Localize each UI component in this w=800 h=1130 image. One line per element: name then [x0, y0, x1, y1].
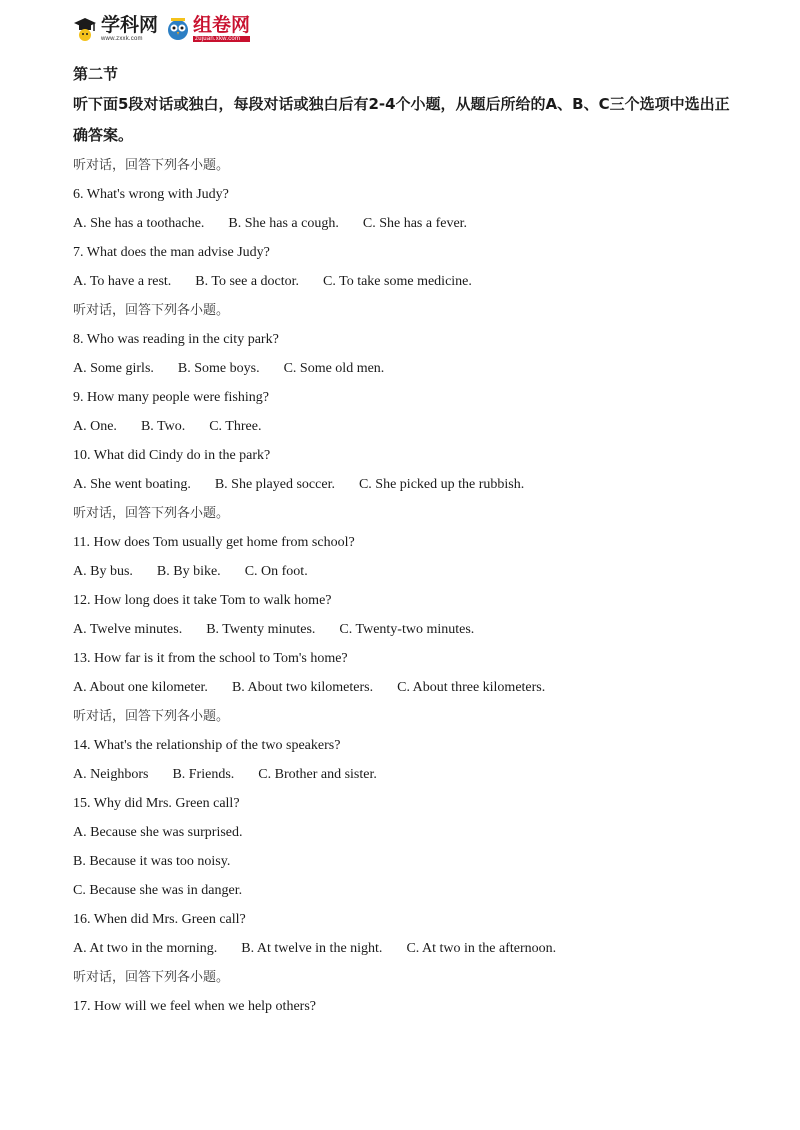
answer-option: B. She played soccer. — [214, 477, 335, 492]
listening-instruction: 听对话，回答下列各小题。 — [73, 709, 230, 724]
question-text: 9. How many people were fishing? — [73, 390, 269, 405]
question-text: 13. How far is it from the school to Tom's home? — [73, 651, 348, 666]
zujuan-logo-url: zujuan.xkw.com — [193, 36, 250, 42]
answer-option: C. On foot. — [244, 564, 308, 579]
question-text: 6. What's wrong with Judy? — [73, 187, 229, 202]
zujuan-logo-name: 组卷网 — [193, 14, 251, 36]
answer-options — [73, 412, 733, 441]
answer-option: A. She has a toothache. — [73, 216, 205, 231]
section-instruction: 听下面5段对话或独白，每段对话或独白后有2-4个小题，从题后所给的A、B、C三个选项中选出正确答案。 — [73, 95, 730, 144]
answer-option: A. At two in the morning. — [73, 941, 218, 956]
header-logos — [72, 12, 250, 46]
answer-option: C. Some old men. — [283, 361, 385, 376]
answer-option: A. To have a rest. — [73, 274, 172, 289]
answer-options — [73, 934, 733, 963]
graduation-cap-icon — [72, 15, 98, 43]
listening-instruction: 听对话，回答下列各小题。 — [73, 970, 230, 985]
owl-mascot-icon — [166, 15, 190, 43]
answer-options — [73, 354, 733, 383]
question-text: 17. How will we feel when we help others? — [73, 999, 316, 1014]
answer-option: B. Two. — [140, 419, 186, 434]
answer-options — [73, 470, 733, 499]
question-text: 15. Why did Mrs. Green call? — [73, 796, 240, 811]
xueke-logo — [72, 15, 158, 43]
answer-option: B. Some boys. — [177, 361, 260, 376]
question-list — [73, 151, 733, 1021]
answer-option: C. To take some medicine. — [323, 274, 472, 289]
listening-instruction: 听对话，回答下列各小题。 — [73, 158, 230, 173]
answer-option: C. About three kilometers. — [397, 680, 546, 695]
answer-option: B. About two kilometers. — [231, 680, 374, 695]
answer-option: B. At twelve in the night. — [241, 941, 383, 956]
answer-option: A. She went boating. — [73, 477, 191, 492]
answer-options — [73, 267, 733, 296]
answer-option: B. Friends. — [172, 767, 235, 782]
question-text: 8. Who was reading in the city park? — [73, 332, 279, 347]
listening-instruction: 听对话，回答下列各小题。 — [73, 303, 230, 318]
answer-option: A. By bus. — [73, 564, 133, 579]
section-title: 第二节 — [73, 65, 119, 83]
question-text: 12. How long does it take Tom to walk home? — [73, 593, 332, 608]
answer-options — [73, 209, 733, 238]
answer-option: C. At two in the afternoon. — [406, 941, 557, 956]
answer-option: C. She has a fever. — [362, 216, 468, 231]
question-text: 11. How does Tom usually get home from school? — [73, 535, 355, 550]
answer-option: A. About one kilometer. — [73, 680, 208, 695]
answer-options — [73, 760, 733, 789]
answer-option: C. Twenty-two minutes. — [339, 622, 475, 637]
answer-option: B. To see a doctor. — [195, 274, 300, 289]
answer-option: A. Neighbors — [73, 767, 149, 782]
question-text: 14. What's the relationship of the two speakers? — [73, 738, 341, 753]
answer-options — [73, 673, 733, 702]
answer-option: B. Twenty minutes. — [206, 622, 316, 637]
zujuan-logo — [166, 15, 250, 43]
xueke-logo-name: 学科网 — [101, 14, 159, 36]
answer-option: A. One. — [73, 419, 117, 434]
answer-option: A. Twelve minutes. — [73, 622, 183, 637]
document-body — [73, 60, 733, 1021]
question-text: B. Because it was too noisy. — [73, 854, 231, 869]
listening-instruction: 听对话，回答下列各小题。 — [73, 506, 230, 521]
answer-options — [73, 615, 733, 644]
question-text: C. Because she was in danger. — [73, 883, 243, 898]
answer-option: B. She has a cough. — [228, 216, 339, 231]
question-text: A. Because she was surprised. — [73, 825, 243, 840]
answer-option: C. She picked up the rubbish. — [358, 477, 525, 492]
xueke-logo-url: www.zxxk.com — [101, 36, 143, 42]
answer-option: C. Three. — [209, 419, 262, 434]
question-text: 7. What does the man advise Judy? — [73, 245, 270, 260]
answer-option: C. Brother and sister. — [258, 767, 377, 782]
answer-option: B. By bike. — [156, 564, 221, 579]
question-text: 10. What did Cindy do in the park? — [73, 448, 271, 463]
question-text: 16. When did Mrs. Green call? — [73, 912, 246, 927]
answer-options — [73, 557, 733, 586]
answer-option: A. Some girls. — [73, 361, 154, 376]
